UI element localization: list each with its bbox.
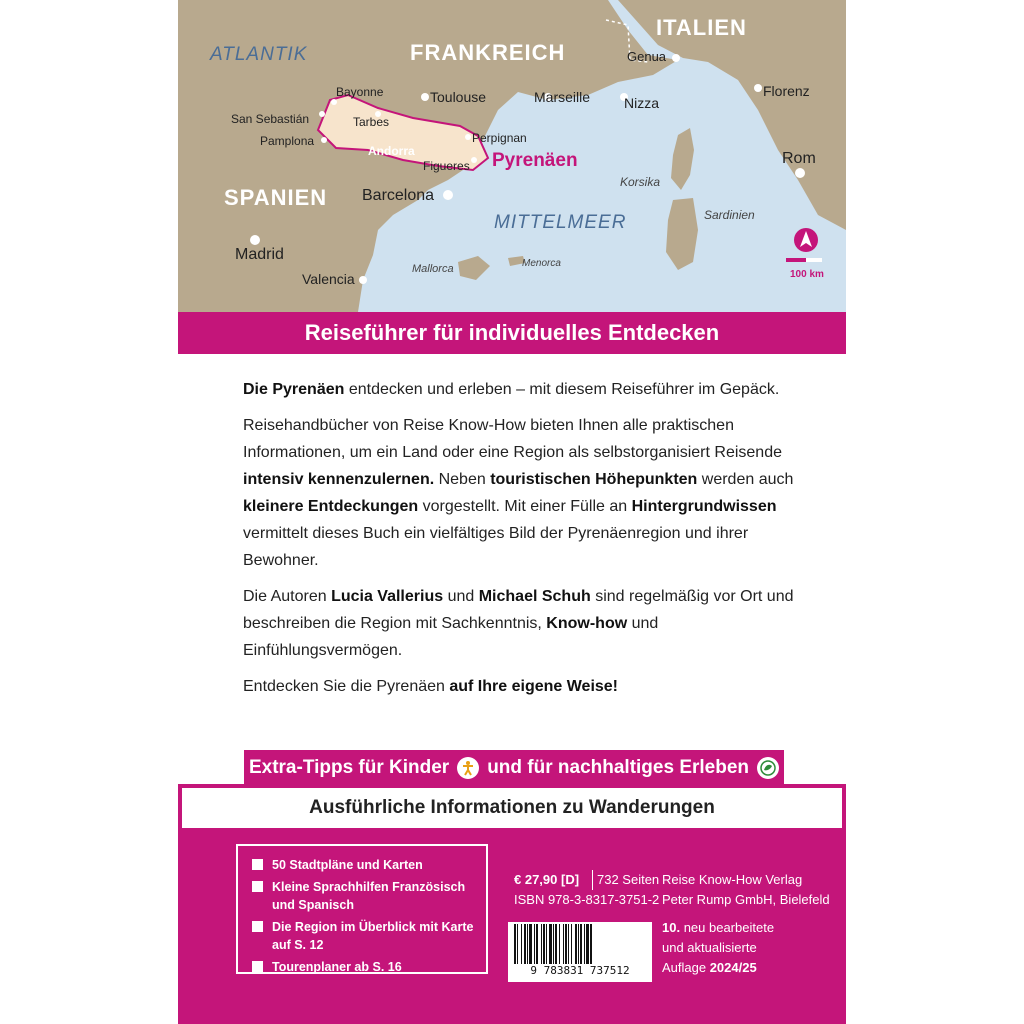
checklist-label: Die Region im Überblick mit Karte auf S. 12 [272, 920, 474, 952]
city-florenz: Florenz [763, 83, 810, 99]
publisher-block [662, 870, 830, 910]
country-label-italien: ITALIEN [656, 15, 747, 40]
city-nizza: Nizza [624, 95, 660, 111]
region-map [178, 0, 846, 312]
city-perpignan: Perpignan [472, 131, 527, 145]
page-count: 732 Seiten [597, 872, 660, 887]
bold-text: Hintergrundwissen [631, 498, 777, 515]
checkbox-icon [252, 961, 263, 972]
city-madrid: Madrid [235, 246, 284, 263]
checklist-item [252, 958, 486, 976]
pages-block [592, 870, 659, 890]
book-back-cover [178, 0, 846, 1024]
city-figueres: Figueres [423, 159, 470, 173]
text: Reisehandbücher von Reise Know-How bieten Ihnen alle praktischen Informationen, um ein Land oder eine Region als selbstorganisiert Reisende [243, 417, 782, 461]
text: und [443, 588, 479, 605]
child-icon [457, 757, 479, 779]
city-genua: Genua [627, 49, 667, 64]
barcode-bars [508, 922, 652, 966]
info-banner [182, 788, 842, 828]
checklist-item [252, 878, 486, 914]
bold-text: Michael Schuh [478, 588, 591, 605]
sea-label-mittelmeer: MITTELMEER [494, 212, 627, 233]
edition-text: neu bearbeitete [680, 920, 775, 935]
paragraph-2 [243, 412, 803, 574]
extra-tips-banner [244, 750, 784, 786]
bold-text: Die Pyrenäen [243, 381, 345, 398]
text: vorgestellt. Mit einer Fülle an [418, 498, 632, 515]
bold-text: kleinere Entdeckungen [243, 498, 419, 515]
paragraph-1 [243, 376, 803, 403]
edition-block [662, 918, 774, 978]
paragraph-4 [243, 673, 803, 700]
info-title: Ausführliche Informationen zu Wanderungen [309, 797, 715, 818]
title-band [178, 312, 846, 354]
edition-number: 10. [662, 920, 681, 935]
checklist-item [252, 856, 486, 874]
city-tarbes: Tarbes [353, 115, 390, 129]
band-title: Reiseführer für individuelles Entdecken [304, 320, 720, 345]
region-label-pyrenaeen: Pyrenäen [492, 150, 578, 171]
publisher-line: Peter Rump GmbH, Bielefeld [662, 892, 830, 907]
price: € 27,90 [D] [514, 872, 580, 887]
bold-text: intensiv kennenzulernen. [243, 471, 435, 488]
price-block [514, 870, 579, 890]
bold-text: auf Ihre eigene Weise! [449, 678, 619, 695]
extra-tips-kinder: Extra-Tipps für Kinder [248, 757, 450, 778]
bold-text: touristischen Höhepunkten [490, 471, 698, 488]
text: sind regelmäßig vor Ort und beschreiben die Region mit Sachkenntnis, [243, 588, 794, 632]
leaf-icon [757, 757, 779, 779]
city-san-sebastian: San Sebastián [231, 112, 310, 126]
text: Die Autoren [243, 588, 332, 605]
edition-text: Auflage [662, 960, 710, 975]
scale-label: 100 km [790, 269, 824, 280]
checkbox-icon [252, 921, 263, 932]
text: werden auch [697, 471, 794, 488]
island-label-korsika: Korsika [620, 175, 661, 189]
edition-year: 2024/25 [709, 960, 757, 975]
edition-line [662, 958, 774, 978]
text: Entdecken Sie die Pyrenäen [243, 678, 450, 695]
checklist-label: Kleine Sprachhilfen Französisch und Spanisch [272, 880, 466, 912]
sea-label-atlantik: ATLANTIK [210, 44, 308, 65]
country-label-frankreich: FRANKREICH [410, 40, 566, 65]
isbn: ISBN 978-3-8317-3751-2 [514, 892, 660, 907]
island-label-mallorca: Mallorca [412, 263, 454, 275]
checkbox-icon [252, 881, 263, 892]
checklist-label: Tourenplaner ab S. 16 [272, 960, 402, 974]
paragraph-3 [243, 583, 803, 664]
city-marseille: Marseille [534, 89, 591, 105]
island-label-sardinien: Sardinien [704, 208, 755, 222]
text: entdecken und erleben – mit diesem Reiseführer im Gepäck. [344, 381, 780, 398]
city-toulouse: Toulouse [430, 89, 487, 105]
bold-text: Know-how [546, 615, 628, 632]
checklist-label: 50 Stadtpläne und Karten [272, 858, 423, 872]
checklist-item [252, 918, 486, 954]
text: vermittelt dieses Buch ein vielfältiges Bild der Pyrenäenregion und ihrer Bewohner. [243, 525, 749, 569]
scale-bar [786, 258, 806, 262]
bold-text: Lucia Vallerius [331, 588, 444, 605]
country-label-spanien: SPANIEN [224, 185, 328, 210]
text: Neben [434, 471, 491, 488]
island-label-menorca: Menorca [522, 258, 561, 269]
city-pamplona: Pamplona [260, 134, 315, 148]
edition-line: und aktualisierte [662, 940, 757, 955]
text: und Einfühlungsvermögen. [243, 615, 659, 659]
publisher-line: Reise Know-How Verlag [662, 872, 803, 887]
city-valencia: Valencia [302, 271, 355, 287]
city-bayonne: Bayonne [336, 85, 384, 99]
extra-tips-nachhaltig: und für nachhaltiges Erleben [487, 757, 750, 778]
description [243, 376, 803, 709]
edition-line [662, 918, 774, 938]
isbn-block [514, 890, 659, 910]
checkbox-icon [252, 859, 263, 870]
city-andorra: Andorra [368, 144, 415, 158]
feature-checklist [236, 844, 488, 974]
city-rom: Rom [782, 150, 816, 167]
city-barcelona: Barcelona [362, 187, 435, 204]
barcode-digits: 9 783831 737512 [508, 964, 652, 977]
